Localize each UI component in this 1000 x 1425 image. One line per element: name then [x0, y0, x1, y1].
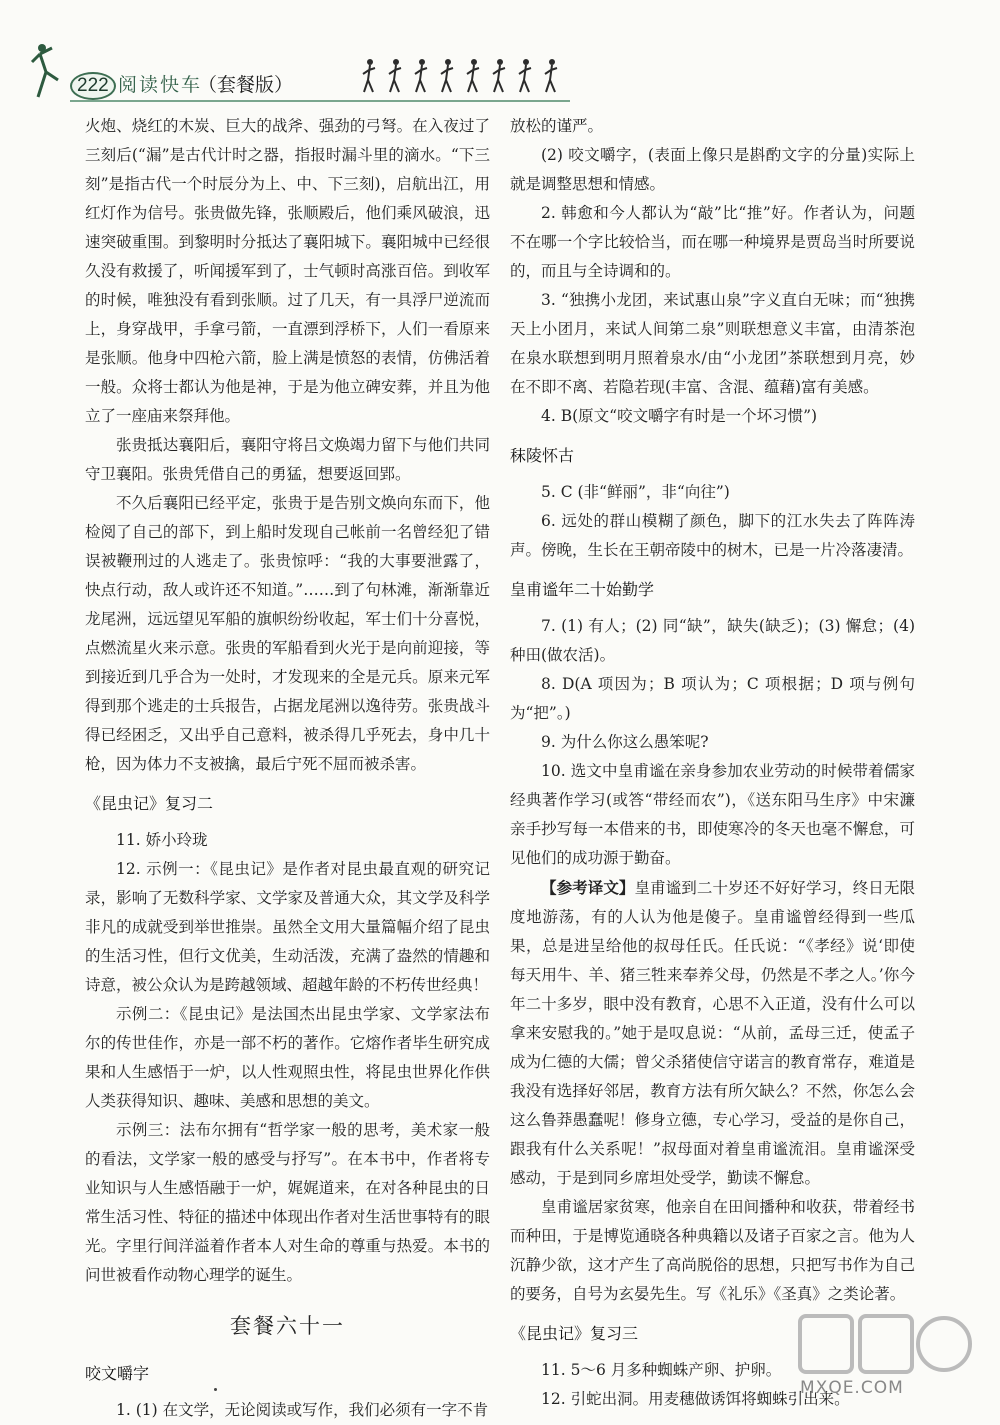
section-heading: 秣陵怀古	[510, 446, 575, 465]
page-number: 222	[70, 72, 116, 100]
answer-item: 12. 示例一：《昆虫记》是作者对昆虫最直观的研究记录，影响了无数科学家、文学家及普通大众，其文学及科学非凡的成就受到举世推崇。虽然全文用大量篇幅介绍了昆虫的生活习性，但行文优美，生动活泼，充满了盎然的情趣和诗意，被公众认为是跨越领域、超越年龄的不朽传世经典！	[85, 860, 490, 994]
right-column	[510, 112, 915, 1414]
answer-item: 示例三：法布尔拥有“哲学家一般的思考，美术家一般的看法，文学家一般的感受与抒写”。在本书中，作者将专业知识与人生感悟融于一炉，娓娓道来，在对各种昆虫的日常生活习性、特征的描述中体现出作者对生活世事特有的眼光。字里行间洋溢着作者本人对生命的尊重与热爱。本书的问世被看作动物心理学的诞生。	[85, 1121, 490, 1284]
answer-item: (2) 咬文嚼字，(表面上像只是斟酌文字的分量)实际上就是调整思想和情感。	[510, 146, 915, 193]
header-rule	[70, 100, 570, 102]
page-header	[0, 0, 1000, 110]
runners-decoration-icon	[360, 52, 570, 102]
answer-item: 5. C (非“鲜丽”，非“向往”)	[541, 483, 730, 501]
section-heading: 皇甫谧年二十始勤学	[510, 580, 655, 599]
answer-item: 6. 远处的群山模糊了颜色，脚下的江水失去了阵阵涛声。傍晚，生长在王朝帝陵中的树木，已是一片冷落凄清。	[510, 512, 915, 559]
translation-paragraph: 皇甫谧居家贫寒，他亲自在田间播种和收获，带着经书而种田，于是博览通晓各种典籍以及诸子百家之言。他为人沉静少欲，这才产生了高尚脱俗的思想，只把写书作为自己的要务，自号为玄晏先生。写《礼乐》《圣真》之类论著。	[510, 1198, 915, 1303]
left-column	[85, 112, 490, 1425]
paragraph: 火炮、烧红的木炭、巨大的战斧、强劲的弓弩。在入夜过了三刻后(“漏”是古代计时之器，指报时漏斗里的滴水。“下三刻”是指古代一个时辰分为上、中、下三刻)，启航出江，用红灯作为信号。张贵做先锋，张顺殿后，他们乘风破浪，迅速突破重围。到黎明时分抵达了襄阳城下。襄阳城中已经很久没有救援了，听闻援军到了，士气顿时高涨百倍。到收军的时候，唯独没有看到张顺。过了几天，有一具浮尸逆流而上，身穿战甲，手拿弓箭，一直漂到浮桥下，人们一看原来是张顺。他身中四枪六箭，脸上满是愤怒的表情，仿佛活着一般。众将士都认为他是神，于是为他立碑安葬，并且为他立了一座庙来祭拜他。	[85, 117, 490, 425]
paragraph: 不久后襄阳已经平定，张贵于是告别文焕向东而下，他检阅了自己的部下，到上船时发现自己帐前一名曾经犯了错误被鞭刑过的人逃走了。张贵惊呼：“我的大事要泄露了，快点行动，敌人或许还不知道。”……到了句林滩，渐渐靠近龙尾洲，远远望见军船的旗帜纷纷收起，军士们十分喜悦，点燃流星火来示意。张贵的军船看到火光于是向前迎接，等到接近到几乎合为一处时，才发现来的全是元兵。原来元军得到那个逃走的士兵报告，占据龙尾洲以逸待劳。张贵战斗得已经困乏，又出乎自己意料，被杀得几乎死去，身中几十枪，因为体力不支被擒，最后宁死不屈而被杀害。	[85, 494, 490, 773]
answer-item: 12. 引蛇出洞。用麦穗做诱饵将蜘蛛引出来。	[541, 1390, 850, 1408]
answer-item: 7. (1) 有人；(2) 同“缺”，缺失(缺乏)；(3) 懈怠；(4) 种田(做农活)。	[510, 617, 915, 664]
paragraph: 放松的谨严。	[510, 117, 604, 135]
answer-item: 2. 韩愈和今人都认为“敲”比“推”好。作者认为，问题不在哪一个字比较恰当，而在哪一种境界是贾岛当时所要说的，而且与全诗调和的。	[510, 204, 915, 280]
translation-label: 【参考译文】	[541, 878, 635, 897]
answer-item: 1. (1) 在文学，无论阅读或写作，我们必须有一字不肯	[116, 1401, 489, 1419]
unit-title: 套餐六十一	[230, 1314, 345, 1338]
runner-logo-icon	[28, 42, 78, 102]
watermark-text: MXQE.COM	[800, 1378, 904, 1398]
print-dot	[214, 1388, 217, 1391]
answer-item: 10. 选文中皇甫谧在亲身参加农业劳动的时候带着儒家经典著作学习(或答“带经而农”)，《送东阳马生序》中宋濂亲手抄写每一本借来的书，即使寒冷的冬天也毫不懈怠，可见他们的成功源于勤奋。	[510, 762, 915, 867]
answer-item: 8. D(A 项因为；B 项认为；C 项根据；D 项与例句为“把”。)	[510, 675, 915, 722]
answer-item: 11. 5～6 月多种蜘蛛产卵、护卵。	[541, 1361, 782, 1379]
answer-item: 示例二：《昆虫记》是法国杰出昆虫学家、文学家法布尔的传世佳作，亦是一部不朽的著作。它熔作者毕生研究成果和人生感悟于一炉，以人性观照虫性，将昆虫世界化作供人类获得知识、趣味、美感和思想的美文。	[85, 1005, 490, 1110]
answer-item: 11. 娇小玲珑	[116, 831, 208, 849]
answer-item: 9. 为什么你这么愚笨呢?	[541, 733, 709, 751]
answer-item: 3. “独携小龙团，来试惠山泉”字义直白无味；而“独携天上小团月，来试人间第二泉”则联想意义丰富，由清茶泡在泉水联想到明月照着泉水/由“小龙团”茶联想到月亮，妙在不即不离、若隐若现(丰富、含混、蕴藉)富有美感。	[510, 291, 915, 396]
section-heading: 咬文嚼字	[85, 1364, 150, 1383]
section-heading: 《昆虫记》复习三	[510, 1324, 639, 1343]
section-heading: 《昆虫记》复习二	[85, 794, 214, 813]
paragraph: 张贵抵达襄阳后，襄阳守将吕文焕竭力留下与他们共同守卫襄阳。张贵凭借自己的勇猛，想要返回郢。	[85, 436, 490, 483]
translation-text: 皇甫谧到二十岁还不好好学习，终日无限度地游荡，有的人认为他是傻子。皇甫谧曾经得到一些瓜果，总是进呈给他的叔母任氏。任氏说：“《孝经》说‘即使每天用牛、羊、猪三牲来奉养父母，仍然是不孝之人。’你今年二十多岁，眼中没有教育，心思不入正道，没有什么可以拿来安慰我的。”她于是叹息说：“从前，孟母三迁，使孟子成为仁德的大儒；曾父杀猪使信守诺言的教育常存，难道是我没有选择好邻居，教育方法有所欠缺么？不然，你怎么会这么鲁莽愚蠢呢！修身立德，专心学习，受益的是你自己，跟我有什么关系呢！”叔母面对着皇甫谧流泪。皇甫谧深受感动，于是到同乡席坦处受学，勤读不懈怠。	[510, 879, 915, 1187]
answer-item: 4. B(原文“咬文嚼字有时是一个坏习惯”)	[541, 407, 818, 425]
translation-paragraph	[510, 873, 915, 1193]
book-title: 阅读快车	[118, 74, 203, 96]
edition-label: （套餐版）	[198, 74, 294, 96]
